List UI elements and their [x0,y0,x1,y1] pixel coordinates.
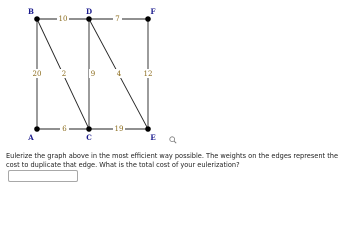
vertex-E [145,126,151,132]
vertex-A [34,126,40,132]
edge-weight-FE: 12 [143,70,153,78]
edge-weight-DE: 4 [116,70,122,78]
edge-weight-BA: 20 [32,70,42,78]
edge-weight-AC: 6 [62,125,67,133]
vertex-C [86,126,92,132]
magnifier-icon[interactable] [169,136,177,144]
edge-weight-CE: 19 [114,125,124,133]
vertex-label-D: D [85,7,93,16]
vertex-label-E: E [150,133,156,142]
edge-weight-DF: 7 [115,15,120,23]
vertex-F [145,16,151,22]
vertex-D [86,16,92,22]
vertex-label-A: A [28,133,34,142]
vertex-label-F: F [150,7,156,16]
vertex-B [34,16,40,22]
edge-weight-BC: 2 [61,70,67,78]
question-text: Eulerize the graph above in the most efficient way possible. The weights on the edges represent the cost to duplicate that edge. What is the total cost of your eulerization? [6,152,339,169]
edge-weight-BD: 10 [58,15,68,23]
answer-input[interactable] [8,170,78,182]
vertex-label-C: C [86,133,92,142]
vertex-label-B: B [28,7,34,16]
edge-weight-DC: 9 [90,70,96,78]
